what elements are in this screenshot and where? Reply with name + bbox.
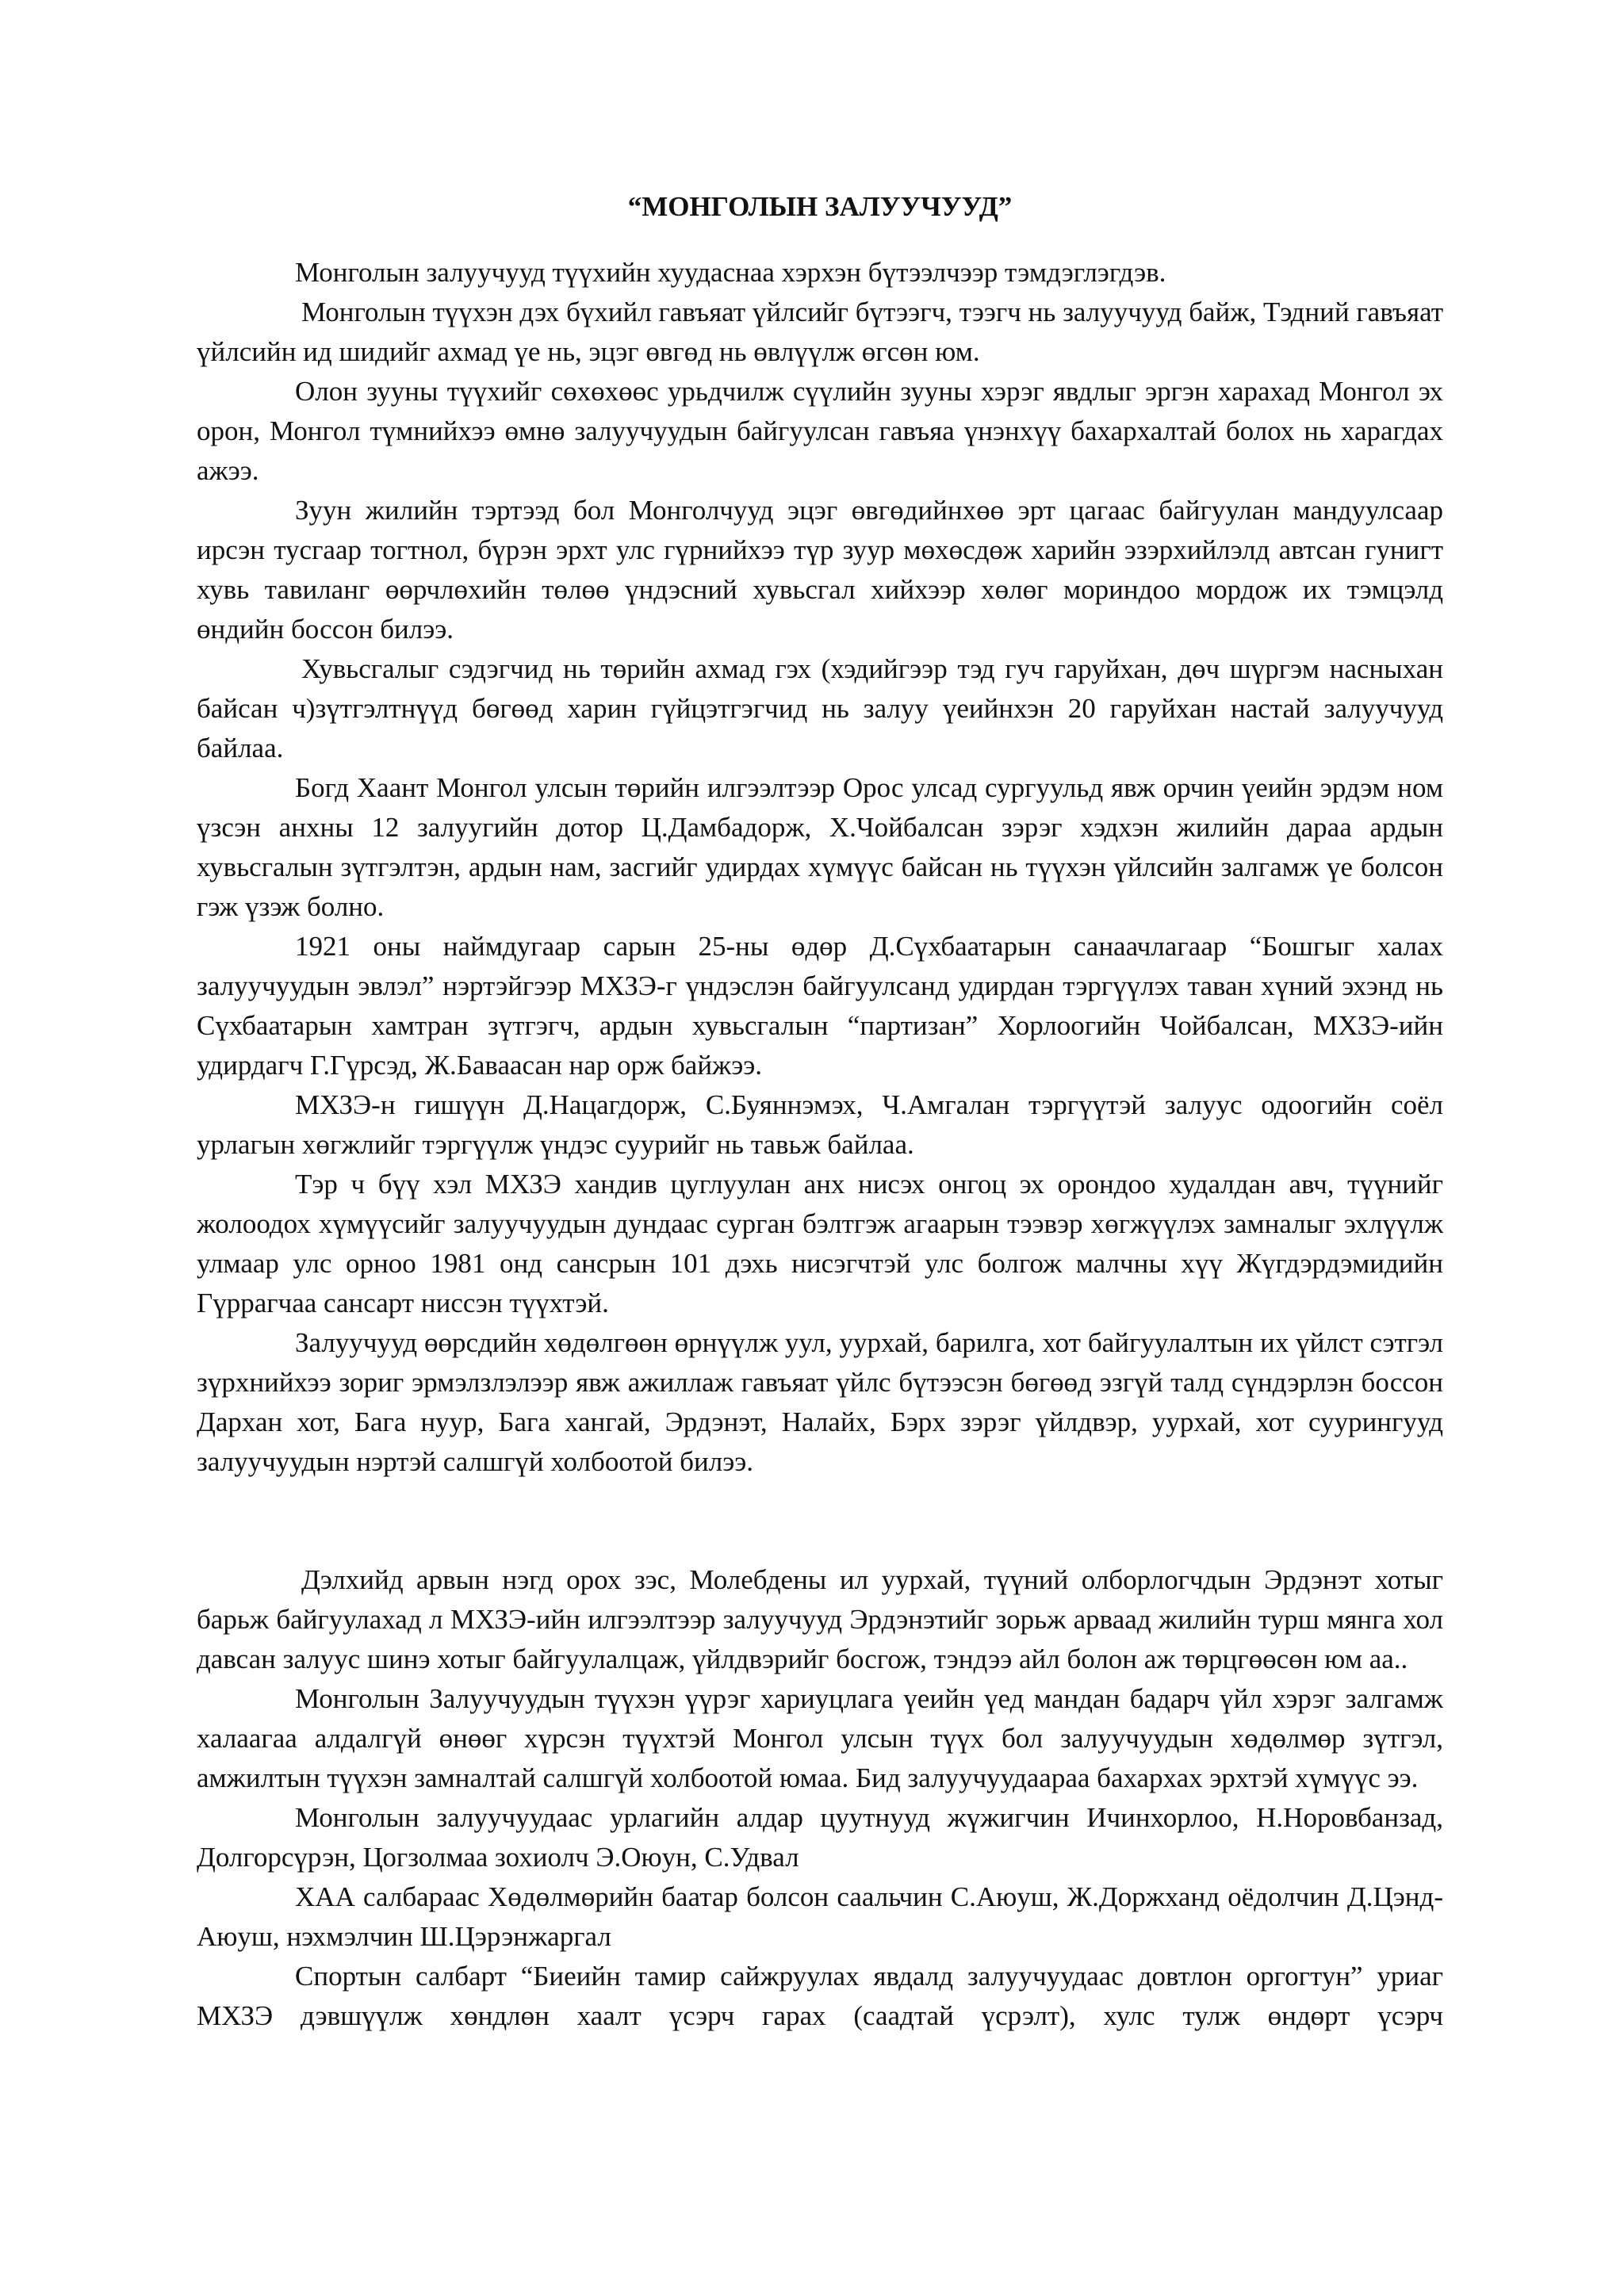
paragraph-5: Хувьсгалыг сэдэгчид нь төрийн ахмад гэх (хэдийгээр тэд гуч гаруйхан, дөч шүргэм насныхан байсан ч)зүтгэлтнүүд бөгөөд харин гүйцэтгэгчид нь залуу үеийнхэн 20 гаруйхан настай залуучууд байлаа. — [197, 653, 1443, 763]
paragraph-14: ХАА салбараас Хөдөлмөрийн баатар болсон саальчин С.Аюуш, Ж.Доржханд оёдолчин Д.Цэнд- Аюуш, нэхмэлчин Ш.Цэрэнжаргал — [197, 1881, 1443, 1952]
paragraph-gap — [197, 1482, 1443, 1560]
paragraph-13: Монголын залуучуудаас урлагийн алдар цуутнууд жүжигчин Ичинхорлоо, Н.Норовбанзад, Долгорсүрэн, Цогзолмаа зохиолч Э.Оюун, С.Удвал — [197, 1802, 1443, 1873]
paragraph-4: Зуун жилийн тэртээд бол Монголчууд эцэг өвгөдийнхөө эрт цагаас байгуулан мандуулсаар ирсэн тусгаар тогтнол, бүрэн эрхт улс гүрнийхээ түр зуур мөхөсдөж харийн эзэрхийлэлд автсан гунигт хувь тавиланг өөрчлөхийн төлөө үндэсний хувьсгал хийхээр хөлөг мориндоо мордож их тэмцэлд өндийн боссон билээ. — [197, 495, 1443, 645]
paragraph-11: Дэлхийд арвын нэгд орох зэс, Молебдены ил уурхай, түүний олборлогчдын Эрдэнэт хотыг барьж байгуулахад л МХЗЭ-ийн илгээлтээр залуучууд Эрдэнэтийг зорьж арваад жилийн турш мянга хол давсан залуус шинэ хотыг байгуулалцаж, үйлдвэрийг босгож, тэндээ айл болон аж төрцгөөсөн юм аа.. — [197, 1564, 1443, 1674]
paragraph-8: МХЗЭ-н гишүүн Д.Нацагдорж, С.Буяннэмэх, Ч.Амгалан тэргүүтэй залуус одоогийн соёл урлагын хөгжлийг тэргүүлж үндэс суурийг нь тавьж байлаа. — [197, 1089, 1443, 1160]
paragraph-2: Монголын түүхэн дэх бүхийл гавъяат үйлсийг бүтээгч, тээгч нь залуучууд байж, Тэдний гавъяат үйлсийн ид шидийг ахмад үе нь, эцэг өвгөд нь өвлүүлж өгсөн юм. — [197, 297, 1443, 367]
paragraph-6: Богд Хаант Монгол улсын төрийн илгээлтээр Орос улсад сургуульд явж орчин үеийн эрдэм ном үзсэн анхны 12 залуугийн дотор Ц.Дамбадорж, Х.Чойбалсан зэрэг хэдхэн жилийн дараа ардын хувьсгалын зүтгэлтэн, ардын нам, засгийг удирдах хүмүүс байсан нь түүхэн үйлсийн залгамж үе болсон гэж үзэж болно. — [197, 772, 1443, 922]
paragraph-3: Олон зууны түүхийг сөхөхөөс урьдчилж сүүлийн зууны хэрэг явдлыг эргэн харахад Монгол эх орон, Монгол түмнийхээ өмнө залуучуудын байгуулсан гавъяа үнэнхүү бахархалтай болох нь харагдах ажээ. — [197, 376, 1443, 486]
document-title: “МОНГОЛЫН ЗАЛУУЧУУД” — [627, 191, 1013, 222]
paragraph-9: Тэр ч бүү хэл МХЗЭ хандив цуглуулан анх нисэх онгоц эх орондоо худалдан авч, түүнийг жолоодох хүмүүсийг залуучуудын дундаас сурган бэлтгэж агаарын тээвэр хөгжүүлэх замналыг эхлүүлж улмаар улс орноо 1981 онд сансрын 101 дэхь нисэгчтэй улс болгож малчны хүү Жүгдэрдэмидийн Гүррагчаа сансарт ниссэн түүхтэй. — [197, 1169, 1443, 1318]
paragraph-12: Монголын Залуучуудын түүхэн үүрэг хариуцлага үеийн үед мандан бадарч үйл хэрэг залгамж халаагаа алдалгүй өнөөг хүрсэн түүхтэй Монгол улсын түүх бол залуучуудын хөдөлмөр зүтгэл, амжилтын түүхэн замналтай салшгүй холбоотой юмаа. Бид залуучуудаараа бахархах эрхтэй хүмүүс ээ. — [197, 1683, 1443, 1793]
paragraph-7: 1921 оны наймдугаар сарын 25-ны өдөр Д.Сүхбаатарын санаачлагаар “Бошгыг халах залуучуудын эвлэл” нэртэйгээр МХЗЭ-г үндэслэн байгуулсанд удирдан тэргүүлэх таван хүний эхэнд нь Сүхбаатарын хамтран зүтгэгч, ардын хувьсгалын “партизан” Хорлоогийн Чойбалсан, МХЗЭ-ийн удирдагч Г.Гүрсэд, Ж.Баваасан нар орж байжээ. — [197, 931, 1443, 1081]
paragraph-15: Спортын салбарт “Биеийн тамир сайжруулах явдалд залуучуудаас довтлон оргогтун” уриаг МХЗЭ дэвшүүлж хөндлөн хаалт үсэрч гарах (саадтай үсрэлт), хулс тулж өндөрт үсэрч — [197, 1961, 1443, 2031]
paragraph-1: Монголын залуучууд түүхийн хуудаснаа хэрхэн бүтээлчээр тэмдэглэгдэв. — [295, 257, 1166, 288]
document-page — [197, 187, 1443, 2036]
paragraph-10: Залуучууд өөрсдийн хөдөлгөөн өрнүүлж уул, уурхай, барилга, хот байгуулалтын их үйлст сэтгэл зүрхнийхээ зориг эрмэлзлэлээр явж ажиллаж гавъяат үйлс бүтээсэн бөгөөд эзгүй талд сүндэрлэн боссон Дархан хот, Бага нуур, Бага хангай, Эрдэнэт, Налайх, Бэрх зэрэг үйлдвэр, уурхай, хот суурингууд залуучуудын нэртэй салшгүй холбоотой билээ. — [197, 1327, 1443, 1477]
